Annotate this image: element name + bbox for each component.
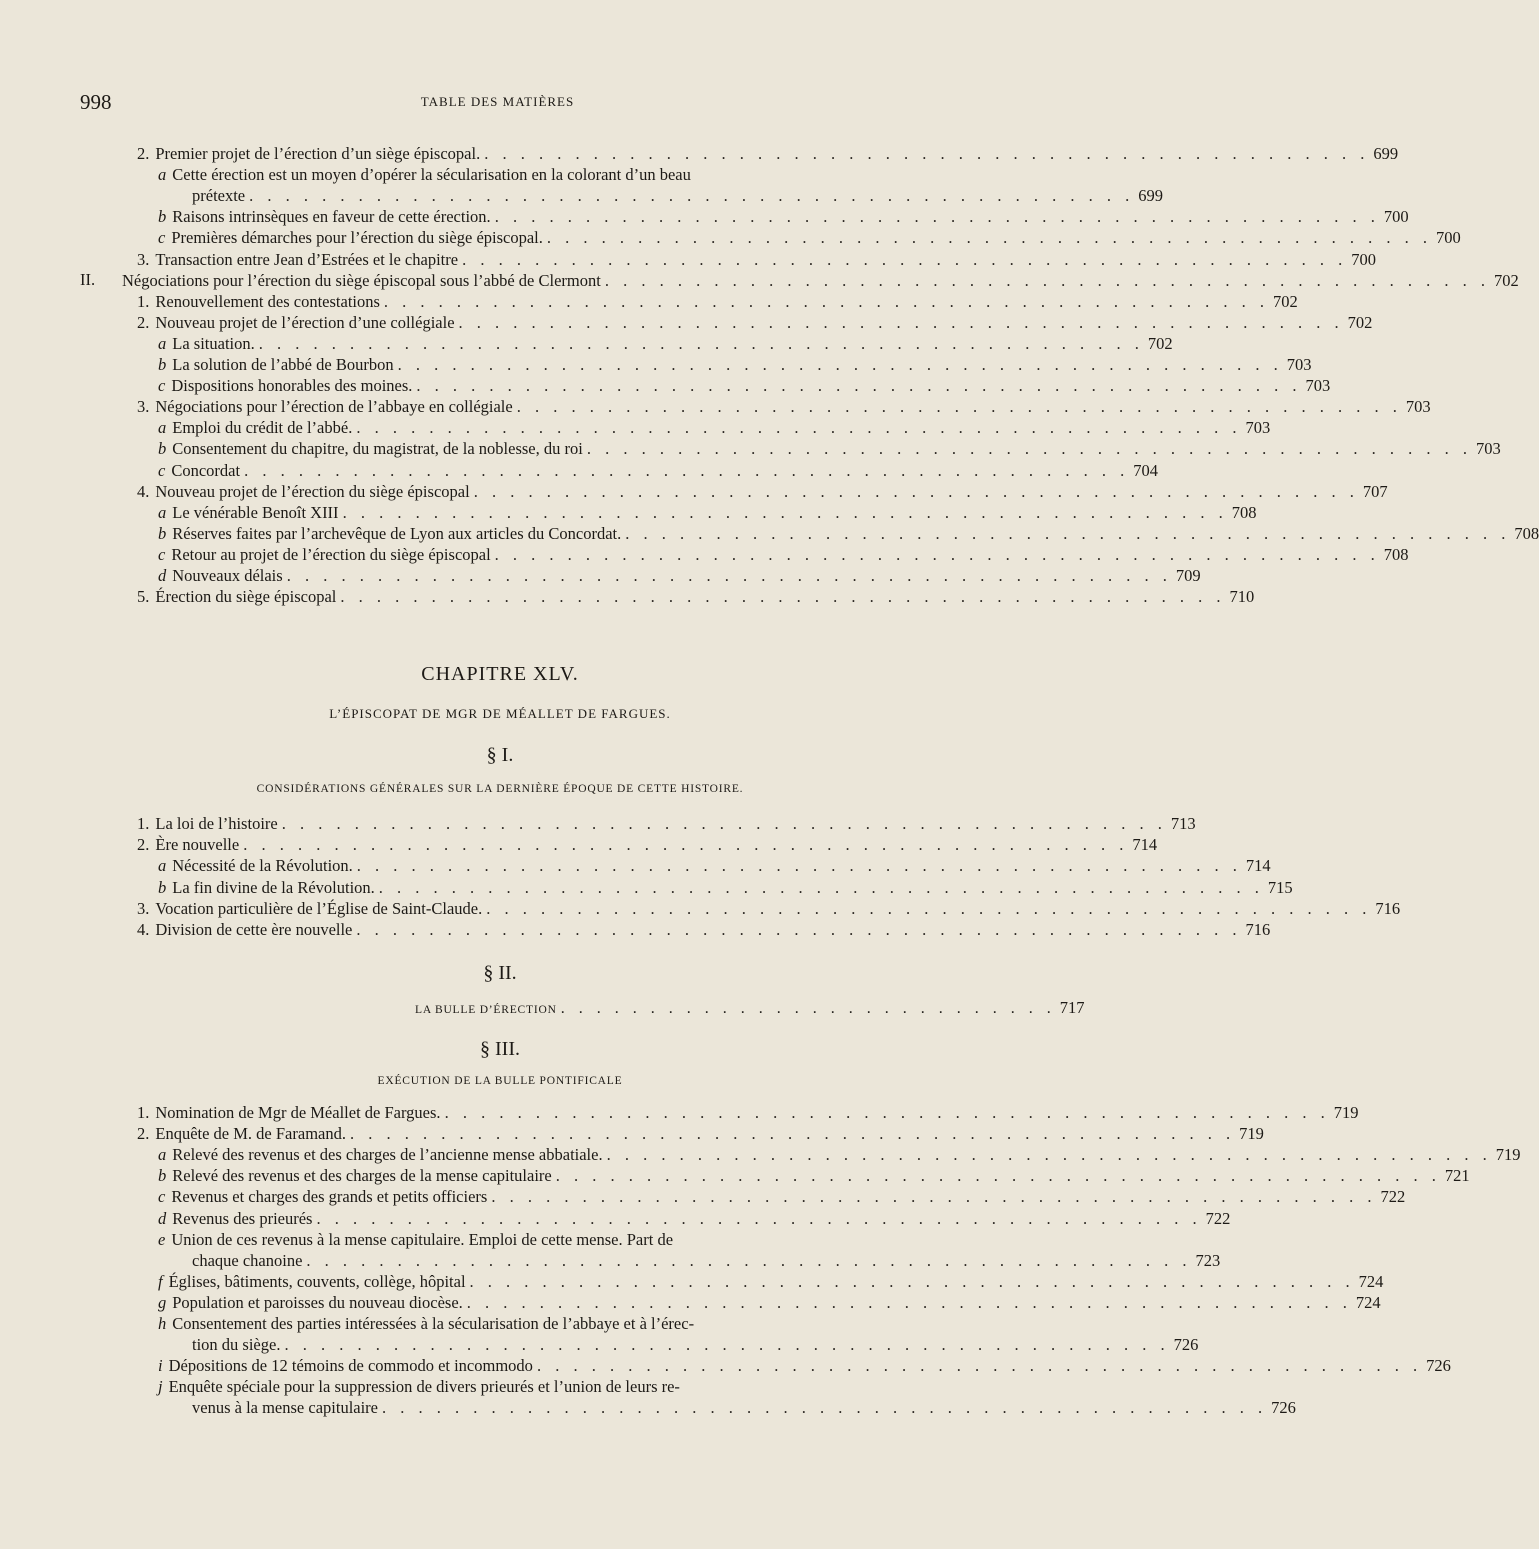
entry-text: Renouvellement des contestations	[155, 291, 380, 311]
entry-text: Cette érection est un moyen d’opérer la sécularisation en la colorant d’un beau	[172, 165, 691, 185]
toc-entry	[158, 1356, 1451, 1376]
page-number: 998	[80, 90, 112, 114]
toc-entry	[137, 397, 1431, 417]
chapter-title: CHAPITRE XLV.	[421, 663, 579, 685]
toc-entry	[158, 228, 1461, 248]
page-ref: 724	[1358, 1271, 1384, 1291]
page-ref: 719	[1239, 1124, 1264, 1144]
dot-leader: . . . . . . . . . . . . . . . . . . . . . . . . . . . . . . . . . . . . . . . . . . . . . . . . .	[258, 333, 1144, 353]
page-ref: 704	[1133, 460, 1158, 480]
toc-entry	[192, 1250, 1221, 1271]
page-ref: 709	[1175, 566, 1201, 585]
page-ref: 726	[1426, 1356, 1451, 1376]
entry-text: Population et paroisses du nouveau diocèse.	[172, 1292, 463, 1312]
entry-letter: a	[158, 418, 167, 438]
entry-text: La situation.	[172, 333, 255, 353]
dot-leader: . . . . . . . . . . . . . . . . . . . . . . . . . . . . . . . . . . . . . . . . . . . . . . . . .	[462, 249, 1348, 269]
entry-letter: b	[158, 1166, 167, 1186]
dot-leader: . . . . . . . . . . . . . . . . . . . . . . . . . . . . . . . . . . . . . . . . . . . . . . . . .	[306, 1250, 1192, 1270]
toc-entry	[158, 376, 1331, 396]
entry-text: Consentement des parties intéressées à la sécularisation de l’abbaye et à l’érec-	[172, 1314, 695, 1333]
page-ref: 700	[1436, 228, 1461, 248]
entry-letter: b	[158, 523, 167, 543]
entry-text: chaque chanoine	[192, 1250, 303, 1270]
toc-entry	[158, 1208, 1231, 1229]
page-ref: 703	[1405, 397, 1431, 417]
page-ref: 702	[1493, 270, 1519, 290]
entry-number: 3.	[137, 898, 150, 918]
entry-text: Revenus des prieurés	[172, 1208, 313, 1228]
toc-entry	[122, 270, 1519, 291]
entry-text: Retour au projet de l’érection du siège épiscopal	[171, 544, 491, 564]
toc-entry	[137, 144, 1399, 164]
dot-leader: . . . . . . . . . . . . . . . . . . . . . . . . . . . . . . . . . . . . . . . . . . . . . . . . .	[316, 1208, 1202, 1228]
page-ref: 715	[1267, 877, 1293, 897]
page-ref: 724	[1355, 1292, 1381, 1312]
chapter-subtitle: L’ÉPISCOPAT DE MGR DE MÉALLET DE FARGUES.	[329, 706, 671, 721]
part-numeral: II.	[80, 270, 96, 289]
entry-letter: d	[158, 566, 167, 585]
toc-entry	[158, 439, 1501, 459]
entry-text: Transaction entre Jean d’Estrées et le chapitre	[155, 249, 459, 269]
entry-letter: a	[158, 502, 167, 522]
toc-entry	[137, 587, 1255, 607]
dot-leader: . . . . . . . . . . . . . . . . . . . . . . . . . . . . . . . . . . . . . . . . . . . . . . . . .	[356, 856, 1242, 876]
entry-text: Réserves faites par l’archevêque de Lyon aux articles du Concordat.	[172, 523, 622, 543]
page-ref: 713	[1170, 814, 1196, 833]
toc-entry	[137, 1124, 1264, 1144]
entry-letter: i	[158, 1356, 163, 1376]
page-ref: 703	[1286, 355, 1312, 374]
page-ref: 714	[1245, 856, 1271, 876]
dot-leader: . . . . . . . . . . . . . . . . . . . . . . . . . . . . . . . . . . . . . . . . . . . . . . . . .	[494, 207, 1380, 227]
toc-entry	[158, 1187, 1406, 1207]
toc-entry	[137, 312, 1373, 333]
dot-leader: . . . . . . . . . . . . . . . . . . . . . . . . . . . . . . . . . . . . . . . . . . . . . . . . .	[349, 1124, 1236, 1144]
dot-leader: . . . . . . . . . . . . . . . . . . . . . . . . . . . . . . . . . . . . . . . . . . . . . . . . .	[284, 1335, 1170, 1355]
toc-entry	[158, 207, 1409, 227]
toc-entry	[137, 291, 1298, 312]
page-ref: 702	[1147, 333, 1173, 353]
entry-letter: f	[158, 1271, 163, 1291]
dot-leader: . . . . . . . . . . . . . . . . . . . . . . . . . . . . . . . . . . . . . . . . . . . . . . . . .	[444, 1103, 1330, 1122]
entry-number: 1.	[137, 814, 150, 833]
toc-entry	[158, 418, 1271, 438]
page-ref: 722	[1205, 1208, 1231, 1228]
dot-leader: . . . . . . . . . . . . . . . . . . . . . . . . . . . . . . . . . . . . . . . . . . . . . . . . .	[281, 814, 1167, 833]
toc-entry	[158, 1377, 906, 1397]
page-ref: 726	[1173, 1335, 1199, 1355]
page-ref: 714	[1132, 835, 1158, 855]
entry-text: Relevé des revenus et des charges de l’ancienne mense abbatiale.	[172, 1145, 603, 1165]
dot-leader: . . . . . . . . . . . . . . . . . . . . . . . . . . . . . . . . . . . . . . . . . . . . . . . . .	[625, 523, 1511, 543]
running-title: TABLE DES MATIÈRES	[420, 94, 575, 109]
entry-number: 2.	[137, 1124, 150, 1144]
entry-text: Concordat	[171, 460, 241, 480]
entry-letter: a	[158, 165, 167, 185]
toc-entry	[137, 814, 1196, 834]
entry-text: Nouveau projet de l’érection du siège épiscopal	[155, 481, 470, 501]
dot-leader: . . . . . . . . . . . . . . . . . . . . . . . . . . . . . . . . . . . . . . . . . . . . . . . . .	[383, 291, 1270, 311]
entry-text: Enquête spéciale pour la suppression de divers prieurés et l’union de leurs re-	[168, 1377, 680, 1397]
dot-leader: . . . . . . . . . . . . . . . . . . . . . . . . . . . . . . . . . . . . . . . . . . . . . . . . .	[604, 270, 1490, 290]
page-ref: 716	[1375, 898, 1401, 918]
entry-text: Églises, bâtiments, couvents, collège, hôpital	[168, 1271, 466, 1291]
toc-entry	[137, 920, 1271, 940]
page-ref: 721	[1444, 1166, 1470, 1186]
dot-leader: . . . . . . . . . . . . . . . . . . . . . . . . . . . . . . . . . . . . . . . . . . . . . . . . .	[484, 144, 1370, 163]
entry-letter: a	[158, 333, 167, 353]
section-3-mark: § III.	[480, 1038, 520, 1060]
toc-entry	[158, 1292, 1381, 1313]
entry-number: 4.	[137, 920, 150, 939]
dot-leader: . . . . . . . . . . . . . . . . . . . . . . . . . . . . . . . . . . . . . . . . . . . . . . . . .	[606, 1145, 1492, 1165]
page-ref: 722	[1380, 1187, 1406, 1207]
entry-text: Ère nouvelle	[155, 835, 240, 855]
toc-entry	[192, 1335, 1199, 1355]
page-ref: 703	[1475, 439, 1501, 459]
page-ref: 723	[1195, 1250, 1221, 1270]
entry-number: 4.	[137, 481, 150, 501]
page-ref: 719	[1333, 1103, 1359, 1122]
entry-letter: b	[158, 877, 167, 897]
entry-letter: e	[158, 1229, 166, 1249]
dot-leader: . . . . . . . . . . . . . . . . . . . . . . . . . . . . . . . . . . . . . . . . . . . . . . . . .	[382, 1398, 1268, 1418]
entry-text: Nouveau projet de l’érection d’une collégiale	[155, 312, 455, 332]
dot-leader: . . . . . . . . . . . . . . . . . . . . . . . . . . . . . . . . . . . . . . . . . . . . . . . . .	[536, 1356, 1423, 1376]
entry-text: Le vénérable Benoît XIII	[172, 502, 339, 522]
entry-letter: h	[158, 1314, 167, 1333]
page-ref: 699	[1138, 186, 1164, 206]
entry-text: Vocation particulière de l’Église de Saint-Claude.	[155, 898, 483, 918]
dot-leader: . . . . . . . . . . . . . . . . . . . . . . . . . . . . . . . . . . . . . . . . . . . . . . . . .	[378, 877, 1264, 897]
section-2-entry	[415, 998, 1085, 1018]
dot-leader: . . . . . . . . . . . . . . . . . . . . . . . . . . . . . . . . . . . . . . . . . . . . . . . . .	[466, 1292, 1352, 1312]
dot-leader: . . . . . . . . . . . . . . . . . . . . . . . . . . . . . . . . . . . . . . . . . . . . . . . . .	[469, 1271, 1355, 1291]
entry-text: Union de ces revenus à la mense capitulaire. Emploi de cette mense. Part de	[171, 1229, 674, 1249]
entry-text: Raisons intrinsèques en faveur de cette érection.	[172, 207, 491, 227]
section-1-mark: § I.	[486, 744, 514, 766]
entry-letter: d	[158, 1208, 167, 1228]
page-ref: 702	[1347, 312, 1373, 332]
entry-letter: c	[158, 1187, 166, 1207]
dot-leader: . . . . . . . . . . . . . . . . . . . . . . . . . . . . . . . . . . . . . . . . . . . . . . . . .	[546, 228, 1433, 248]
toc-entry	[158, 165, 906, 185]
dot-leader: . . . . . . . . . . . . . . . . . . . . . . . . . . . . . . . . . . . . . . . . . . . . . . . . .	[494, 544, 1380, 564]
entry-letter: b	[158, 439, 167, 459]
section-2-caption: LA BULLE D’ÉRECTION	[415, 1004, 557, 1016]
entry-text: Emploi du crédit de l’abbé.	[172, 418, 353, 438]
page-ref: 708	[1231, 502, 1257, 522]
toc-entry	[158, 877, 1293, 898]
page-ref: 700	[1383, 207, 1409, 227]
toc-entry	[158, 460, 1158, 481]
entry-number: 5.	[137, 587, 150, 607]
entry-letter: c	[158, 544, 166, 564]
toc-entry	[137, 481, 1388, 502]
toc-entry	[158, 1314, 906, 1334]
entry-text: Nomination de Mgr de Méallet de Fargues.	[155, 1103, 441, 1122]
running-head	[80, 90, 915, 118]
entry-text: Consentement du chapitre, du magistrat, de la noblesse, du roi	[172, 439, 583, 459]
entry-letter: c	[158, 460, 166, 480]
dot-leader: . . . . . . . . . . . . . . . . . . . . . . . . . . . . . . . . . . . . . . . . . . . . . . . . .	[356, 418, 1242, 438]
entry-text: venus à la mense capitulaire	[192, 1398, 379, 1418]
entry-number: 3.	[137, 397, 150, 417]
toc-entry	[158, 1145, 1521, 1165]
page-ref: 708	[1383, 544, 1409, 564]
dot-leader: . . . . . . . . . . . . . . . . . . . . . . . . . . . . . . . . . . . . . . . . . . . . . . . . .	[249, 186, 1135, 206]
dot-leader: . . . . . . . . . . . . . . . . . . . . . . . . . . . . . . . . . . . . . . . . . . . . . . . . .	[244, 460, 1130, 480]
dot-leader: . . . . . . . . . . . . . . . . . . . . . . . . . . . . . . . . . . . . . . . . . . . . . . . . .	[555, 1166, 1441, 1186]
entry-text: La loi de l’histoire	[155, 814, 278, 833]
entry-text: Division de cette ère nouvelle	[155, 920, 353, 939]
entry-number: 2.	[137, 144, 150, 163]
dot-leader: . . . . . . . . . . . . . . . . . . . . . . . . . . . . . . . . . . . . . . . . . . . . . . . . .	[416, 376, 1302, 396]
entry-letter: g	[158, 1292, 167, 1312]
entry-letter: b	[158, 207, 167, 227]
dot-leader: . . . . . . . . . . . . . . . . . . . . . . . . . . . .	[560, 1000, 1056, 1017]
dot-leader: . . . . . . . . . . . . . . . . . . . . . . . . . . . . . . . . . . . . . . . . . . . . . . . . .	[243, 835, 1129, 855]
page-ref: 700	[1351, 249, 1376, 269]
dot-leader: . . . . . . . . . . . . . . . . . . . . . . . . . . . . . . . . . . . . . . . . . . . . . . . . .	[486, 898, 1372, 918]
toc-entry	[158, 1166, 1470, 1186]
entry-text: Nécessité de la Révolution.	[172, 856, 353, 876]
toc-entry	[192, 186, 1164, 206]
entry-letter: j	[158, 1377, 163, 1397]
dot-leader: . . . . . . . . . . . . . . . . . . . . . . . . . . . . . . . . . . . . . . . . . . . . . . . . .	[340, 587, 1226, 607]
page-ref: 717	[1059, 998, 1085, 1017]
dot-leader: . . . . . . . . . . . . . . . . . . . . . . . . . . . . . . . . . . . . . . . . . . . . . . . . .	[516, 397, 1402, 417]
dot-leader: . . . . . . . . . . . . . . . . . . . . . . . . . . . . . . . . . . . . . . . . . . . . . . . . .	[491, 1187, 1377, 1207]
toc-entry	[158, 544, 1409, 565]
toc-entry	[158, 502, 1257, 523]
toc-entry	[158, 1271, 1384, 1292]
page-ref: 710	[1229, 587, 1255, 607]
toc-entry	[158, 523, 1539, 544]
section-3-caption: EXÉCUTION DE LA BULLE PONTIFICALE	[377, 1075, 623, 1087]
dot-leader: . . . . . . . . . . . . . . . . . . . . . . . . . . . . . . . . . . . . . . . . . . . . . . . . .	[342, 502, 1228, 522]
dot-leader: . . . . . . . . . . . . . . . . . . . . . . . . . . . . . . . . . . . . . . . . . . . . . . . . .	[473, 481, 1359, 501]
toc-entry	[137, 835, 1158, 855]
entry-letter: b	[158, 355, 167, 374]
entry-text: prétexte	[192, 186, 246, 206]
entry-number: 1.	[137, 1103, 150, 1122]
entry-text: Premières démarches pour l’érection du siège épiscopal.	[171, 228, 543, 248]
entry-text: Enquête de M. de Faramand.	[155, 1124, 346, 1144]
toc-entry	[158, 333, 1173, 354]
entry-text: Nouveaux délais	[172, 566, 283, 585]
toc-entry	[158, 355, 1312, 375]
entry-text: Dépositions de 12 témoins de commodo et incommodo	[168, 1356, 533, 1376]
entry-text: Érection du siège épiscopal	[155, 587, 337, 607]
entry-number: 1.	[137, 291, 150, 311]
entry-text: Relevé des revenus et des charges de la mense capitulaire	[172, 1166, 552, 1186]
entry-letter: a	[158, 1145, 167, 1165]
entry-text: tion du siège.	[192, 1335, 281, 1355]
toc-entry	[137, 1103, 1359, 1123]
page-ref: 708	[1514, 523, 1539, 543]
dot-leader: . . . . . . . . . . . . . . . . . . . . . . . . . . . . . . . . . . . . . . . . . . . . . . . . .	[286, 566, 1172, 585]
entry-letter: c	[158, 376, 166, 396]
page-ref: 703	[1245, 418, 1271, 438]
toc-entry	[137, 898, 1401, 919]
entry-text: La fin divine de la Révolution.	[172, 877, 375, 897]
entry-number: 2.	[137, 312, 150, 332]
entry-text: La solution de l’abbé de Bourbon	[172, 355, 394, 374]
dot-leader: . . . . . . . . . . . . . . . . . . . . . . . . . . . . . . . . . . . . . . . . . . . . . . . . .	[586, 439, 1472, 459]
entry-number: 2.	[137, 835, 150, 855]
entry-text: Dispositions honorables des moines.	[171, 376, 413, 396]
toc-entry	[158, 1230, 906, 1250]
page-ref: 703	[1305, 376, 1331, 396]
toc-entry	[158, 856, 1271, 876]
entry-letter: c	[158, 228, 166, 248]
entry-text: Premier projet de l’érection d’un siège épiscopal.	[155, 144, 481, 163]
entry-text: Négociations pour l’érection du siège épiscopal sous l’abbé de Clermont	[122, 270, 601, 290]
page-ref: 707	[1362, 481, 1388, 501]
section-1-caption: CONSIDÉRATIONS GÉNÉRALES SUR LA DERNIÈRE ÉPOQUE DE CETTE HISTOIRE.	[256, 783, 744, 795]
entry-text: Négociations pour l’érection de l’abbaye en collégiale	[155, 397, 513, 417]
page-ref: 702	[1273, 291, 1298, 311]
page-ref: 716	[1245, 920, 1271, 939]
entry-number: 3.	[137, 249, 150, 269]
entry-text: Revenus et charges des grands et petits officiers	[171, 1187, 488, 1207]
dot-leader: . . . . . . . . . . . . . . . . . . . . . . . . . . . . . . . . . . . . . . . . . . . . . . . . .	[458, 312, 1344, 332]
page-ref: 719	[1495, 1145, 1521, 1165]
page-ref: 699	[1373, 144, 1399, 163]
toc-entry	[137, 249, 1376, 270]
toc-entry	[158, 566, 1201, 586]
entry-letter: a	[158, 856, 167, 876]
page-ref: 726	[1271, 1398, 1296, 1418]
toc-entry	[192, 1398, 1296, 1418]
dot-leader: . . . . . . . . . . . . . . . . . . . . . . . . . . . . . . . . . . . . . . . . . . . . . . . . .	[356, 920, 1242, 939]
section-2-mark: § II.	[483, 962, 517, 984]
dot-leader: . . . . . . . . . . . . . . . . . . . . . . . . . . . . . . . . . . . . . . . . . . . . . . . . .	[397, 355, 1283, 374]
